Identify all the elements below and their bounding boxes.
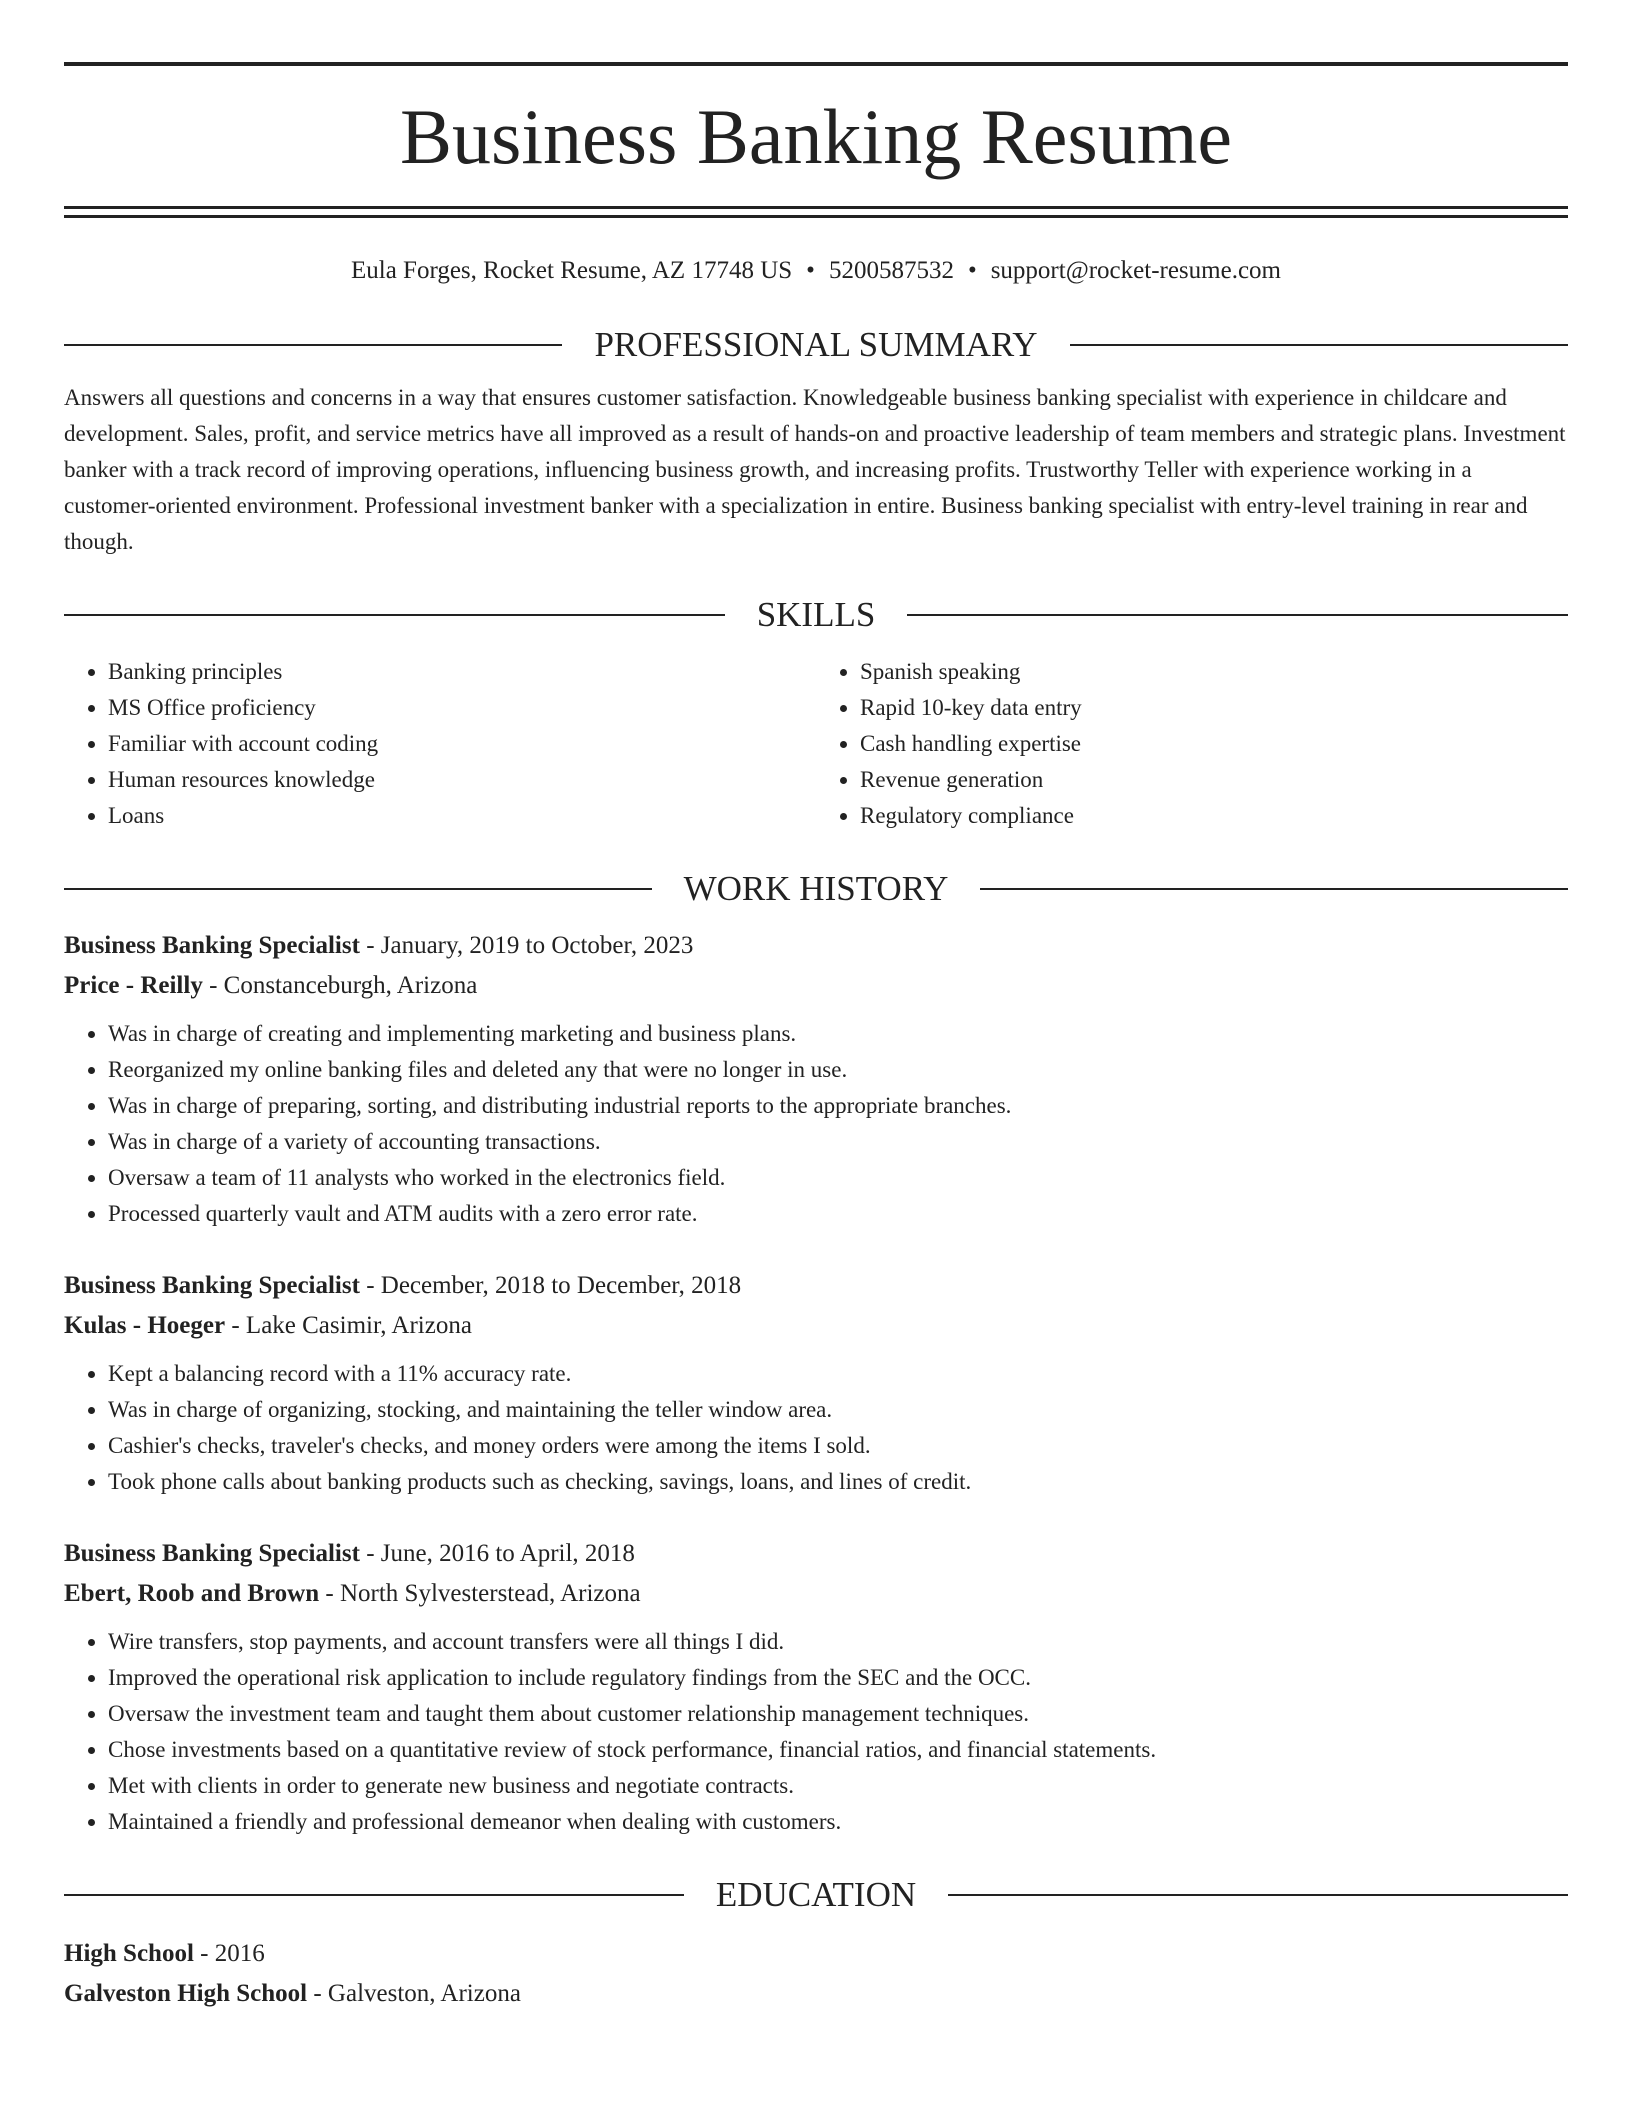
contact-separator: • bbox=[806, 257, 815, 284]
job-location: - Constanceburgh, Arizona bbox=[202, 972, 478, 999]
job-bullet: • Processed quarterly vault and ATM audits with a zero error rate. bbox=[108, 1196, 1568, 1232]
contact-address: Eula Forges, Rocket Resume, AZ 17748 US bbox=[350, 257, 793, 284]
contact-line bbox=[64, 252, 1568, 290]
job-bullet: • Cashier's checks, traveler's checks, and money orders were among the items I sold. bbox=[108, 1428, 1568, 1464]
section-rule bbox=[948, 1894, 1568, 1896]
section-title: WORK HISTORY bbox=[683, 869, 949, 908]
job-bullet: • Improved the operational risk application to include regulatory findings from the SEC and the OCC. bbox=[108, 1660, 1568, 1696]
education-entry bbox=[64, 1934, 1568, 2014]
education-school-line bbox=[64, 1974, 1568, 2014]
contact-email: support@rocket-resume.com bbox=[990, 257, 1281, 284]
job-dates: - January, 2019 to October, 2023 bbox=[359, 932, 694, 959]
skill-item: • Rapid 10-key data entry bbox=[860, 690, 1568, 726]
job-company: Kulas - Hoeger bbox=[64, 1312, 226, 1339]
job-bullet: • Reorganized my online banking files and deleted any that were no longer in use. bbox=[108, 1052, 1568, 1088]
job-company: Price - Reilly bbox=[64, 972, 203, 999]
section-title: PROFESSIONAL SUMMARY bbox=[594, 325, 1038, 364]
job-title: Business Banking Specialist bbox=[64, 932, 360, 959]
section-rule bbox=[980, 888, 1568, 890]
job-bullet: • Took phone calls about banking products such as checking, savings, loans, and lines of credit. bbox=[108, 1464, 1568, 1500]
education-location: - Galveston, Arizona bbox=[307, 1980, 521, 2007]
job-bullet: • Wire transfers, stop payments, and account transfers were all things I did. bbox=[108, 1624, 1568, 1660]
skill-item: • Banking principles bbox=[108, 654, 816, 690]
job-dates: - December, 2018 to December, 2018 bbox=[359, 1272, 742, 1299]
skill-item: • Human resources knowledge bbox=[108, 762, 816, 798]
job-dates: - June, 2016 to April, 2018 bbox=[359, 1540, 635, 1567]
skill-item: • Familiar with account coding bbox=[108, 726, 816, 762]
skill-item: • MS Office proficiency bbox=[108, 690, 816, 726]
job-entry bbox=[64, 1266, 1568, 1500]
job-bullet: • Oversaw the investment team and taught them about customer relationship management techniques. bbox=[108, 1696, 1568, 1732]
job-bullets bbox=[64, 1624, 1568, 1840]
section-rule bbox=[64, 1894, 684, 1896]
skills-list bbox=[64, 654, 1568, 834]
section-rule bbox=[1070, 344, 1568, 346]
section-header-summary bbox=[64, 324, 1568, 366]
section-header-skills bbox=[64, 594, 1568, 636]
skills-column-right bbox=[816, 654, 1568, 834]
section-rule bbox=[907, 614, 1568, 616]
job-company-line bbox=[64, 966, 1568, 1006]
skill-item: • Regulatory compliance bbox=[860, 798, 1568, 834]
job-title: Business Banking Specialist bbox=[64, 1540, 360, 1567]
job-bullet: • Oversaw a team of 11 analysts who worked in the electronics field. bbox=[108, 1160, 1568, 1196]
job-entry bbox=[64, 926, 1568, 1232]
job-company-line bbox=[64, 1574, 1568, 1614]
section-rule bbox=[64, 614, 725, 616]
job-location: - Lake Casimir, Arizona bbox=[225, 1312, 472, 1339]
resume-title: Business Banking Resume bbox=[400, 93, 1232, 180]
job-bullet: • Was in charge of preparing, sorting, and distributing industrial reports to the appropriate branches. bbox=[108, 1088, 1568, 1124]
job-bullet: • Kept a balancing record with a 11% accuracy rate. bbox=[108, 1356, 1568, 1392]
section-title: SKILLS bbox=[756, 595, 876, 634]
section-title: EDUCATION bbox=[715, 1875, 917, 1914]
job-title: Business Banking Specialist bbox=[64, 1272, 360, 1299]
job-title-line bbox=[64, 1534, 1568, 1574]
job-bullet: • Met with clients in order to generate new business and negotiate contracts. bbox=[108, 1768, 1568, 1804]
top-rule bbox=[64, 62, 1568, 66]
education-school: Galveston High School bbox=[64, 1980, 308, 2007]
education-degree: High School bbox=[64, 1940, 194, 1967]
skill-item: • Loans bbox=[108, 798, 816, 834]
job-bullets bbox=[64, 1356, 1568, 1500]
skills-column-left bbox=[64, 654, 816, 834]
skill-item: • Cash handling expertise bbox=[860, 726, 1568, 762]
job-location: - North Sylvesterstead, Arizona bbox=[319, 1580, 641, 1607]
contact-separator: • bbox=[967, 257, 977, 284]
title-rule-lower bbox=[64, 215, 1568, 218]
section-rule bbox=[64, 888, 652, 890]
section-header-education bbox=[64, 1874, 1568, 1916]
skill-item: • Spanish speaking bbox=[860, 654, 1568, 690]
job-bullet: • Chose investments based on a quantitative review of stock performance, financial ratios, and financial statements. bbox=[108, 1732, 1568, 1768]
contact-phone: 5200587532 bbox=[828, 257, 954, 284]
job-title-line bbox=[64, 1266, 1568, 1306]
job-company-line bbox=[64, 1306, 1568, 1346]
job-bullet: • Was in charge of creating and implementing marketing and business plans. bbox=[108, 1016, 1568, 1052]
job-entry bbox=[64, 1534, 1568, 1840]
job-company: Ebert, Roob and Brown bbox=[64, 1580, 320, 1607]
job-bullets bbox=[64, 1016, 1568, 1232]
section-rule bbox=[64, 344, 562, 346]
job-bullet: • Was in charge of a variety of accounting transactions. bbox=[108, 1124, 1568, 1160]
education-year: - 2016 bbox=[193, 1940, 265, 1967]
job-bullet: • Maintained a friendly and professional demeanor when dealing with customers. bbox=[108, 1804, 1568, 1840]
job-title-line bbox=[64, 926, 1568, 966]
skill-item: • Revenue generation bbox=[860, 762, 1568, 798]
title-rule-upper bbox=[64, 206, 1568, 209]
summary-text: Answers all questions and concerns in a way that ensures customer satisfaction. Knowledgeable business banking specialist with experience in childcare and development. Sales, profit, and service metrics have all improved as a result of hands-on and proactive leadership of team members and strategic plans. Investment banker with a track record of improving operations, influencing business growth, and increasing profits. Trustworthy Teller with experience working in a customer-oriented environment. Professional investment banker with a specialization in entire. Business banking specialist with entry-level training in rear and though. bbox=[64, 385, 1566, 554]
education-degree-line bbox=[64, 1934, 1568, 1974]
section-header-work bbox=[64, 868, 1568, 910]
job-bullet: • Was in charge of organizing, stocking, and maintaining the teller window area. bbox=[108, 1392, 1568, 1428]
